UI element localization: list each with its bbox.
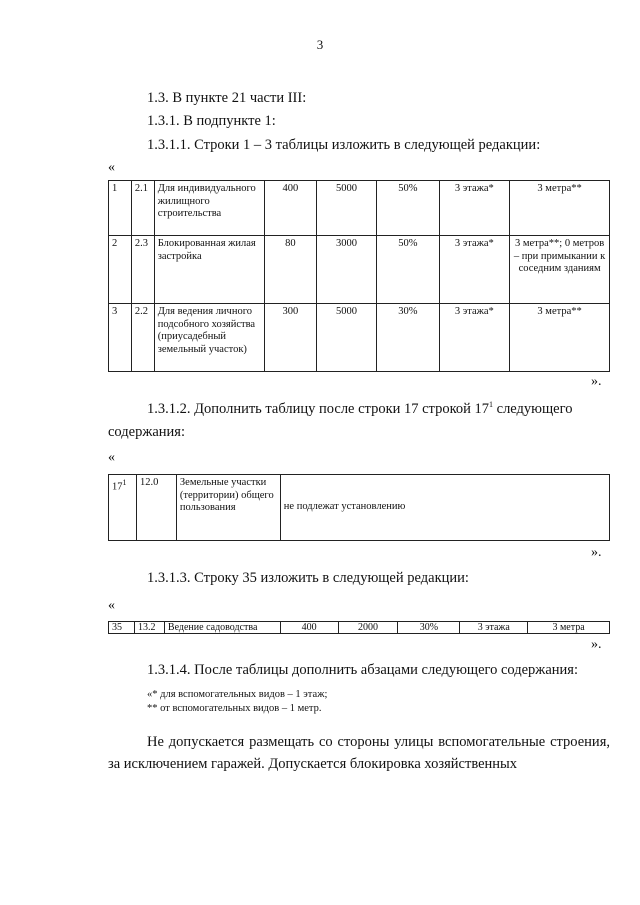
cell: 3 этажа — [460, 622, 528, 634]
open-quote-2: « — [108, 450, 115, 465]
cell: 300 — [264, 304, 316, 372]
cell-value: не подлежат установлению — [280, 475, 609, 541]
cell: Для индивидуального жилищного строительства — [154, 181, 264, 236]
footnote-2: ** от вспомогательных видов – 1 метр. — [147, 703, 322, 714]
cell: 2 — [109, 236, 132, 304]
cell: 30% — [377, 304, 439, 372]
cell: 2.2 — [131, 304, 154, 372]
cell-name: Земельные участки (территории) общего пользования — [176, 475, 280, 541]
table-row — [109, 181, 610, 236]
cell: 2.1 — [131, 181, 154, 236]
cell: 2.3 — [131, 236, 154, 304]
cell: 3 — [109, 304, 132, 372]
open-quote-3: « — [108, 598, 115, 613]
close-quote-2: ». — [591, 545, 602, 560]
section-1-3-1-2: 1.3.1.2. Дополнить таблицу после строки 17 строкой $17^1$ следующего — [147, 400, 573, 417]
cell: 13.2 — [134, 622, 164, 634]
cell: Для ведения личного подсобного хозяйства (приусадебный земельный участок) — [154, 304, 264, 372]
cell: 3 метра** — [510, 304, 610, 372]
open-quote-1: « — [108, 160, 115, 175]
cell: 3 этажа* — [439, 304, 510, 372]
cell-code: 12.0 — [136, 475, 176, 541]
footnote-1: «* для вспомогательных видов – 1 этаж; — [147, 689, 328, 700]
section-1-3-1-4: 1.3.1.4. После таблицы дополнить абзацами следующего содержания: — [147, 662, 578, 678]
cell: 3 метра** — [510, 181, 610, 236]
cell: 400 — [264, 181, 316, 236]
cell: 3000 — [316, 236, 376, 304]
table-row-35 — [108, 621, 610, 634]
cell: 50% — [377, 181, 439, 236]
table-row — [109, 475, 610, 541]
table-row — [109, 622, 610, 634]
section-1-3-1: 1.3.1. В подпункте 1: — [147, 113, 276, 129]
close-quote-3: ». — [591, 637, 602, 652]
section-1-3-1-1: 1.3.1.1. Строки 1 – 3 таблицы изложить в следующей редакции: — [147, 137, 541, 153]
cell: 3 этажа* — [439, 181, 510, 236]
cell: 80 — [264, 236, 316, 304]
cell: 3 этажа* — [439, 236, 510, 304]
cell: Ведение садоводства — [164, 622, 280, 634]
cell: 50% — [377, 236, 439, 304]
table-rows-1-3 — [108, 180, 610, 372]
cell: Блокированная жилая застройка — [154, 236, 264, 304]
cell: 400 — [280, 622, 338, 634]
cell: 2000 — [338, 622, 398, 634]
cell: 3 метра — [528, 622, 610, 634]
cell: 5000 — [316, 181, 376, 236]
section-1-3-1-2-cont: содержания: — [108, 424, 186, 440]
table-row — [109, 236, 610, 304]
cell: 5000 — [316, 304, 376, 372]
cell: 30% — [398, 622, 460, 634]
cell: 3 метра**; 0 метров – при примыкании к соседним зданиям — [510, 236, 610, 304]
cell: 35 — [109, 622, 135, 634]
cell-num: $17^1$ — [109, 475, 137, 541]
page-number: 3 — [316, 37, 324, 52]
table-row-17-1 — [108, 474, 610, 541]
section-1-3: 1.3. В пункте 21 части III: — [147, 90, 307, 106]
cell: 1 — [109, 181, 132, 236]
close-quote-1: ». — [591, 374, 602, 389]
table-row — [109, 304, 610, 372]
section-1-3-1-3: 1.3.1.3. Строку 35 изложить в следующей редакции: — [147, 570, 469, 586]
body-paragraph: Не допускается размещать со стороны улицы вспомогательные строения, за исключением гаражей. Допускается блокировка хозяйственных — [108, 734, 610, 772]
